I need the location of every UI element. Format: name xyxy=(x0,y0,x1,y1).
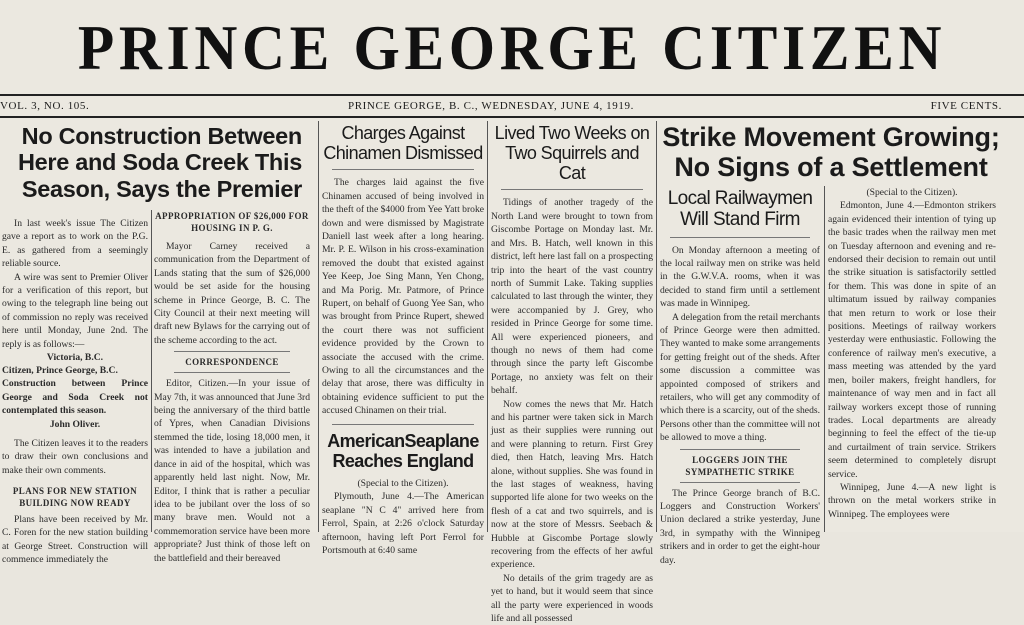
correspondence-head: CORRESPONDENCE xyxy=(185,357,279,368)
divider xyxy=(680,449,800,450)
station-subhead: PLANS FOR NEW STATION BUILDING NOW READY xyxy=(12,485,138,508)
paragraph: In last week's issue The Citizen gave a report as to work on the P.G. E. as gathered from a seemingly reliable source. xyxy=(2,218,148,270)
paragraph: The Citizen leaves it to the readers to draw their own conclusions and make their own comments. xyxy=(2,437,148,476)
telegram-recipient: Citizen, Prince George, B.C. xyxy=(2,365,118,377)
masthead-rule xyxy=(0,94,1024,96)
paragraph: Now comes the news that Mr. Hatch and his partner were taken sick in March just as their supplies were running out and were planning to return. First Grey died, then Hatch, leaving Mrs. Hatch alone, without supplies. She was found in the last stages of weakness, having supported life alone for two weeks on the flesh of a cat and two squirrels, and is now at the store of Messrs. Seebach & Hubble at Giscombe Portage slowly recovering from the effects of her awful experience. xyxy=(491,398,653,571)
paragraph: Edmonton, June 4.—Edmonton strikers again evidenced their intention of tying up the basic trades when the railway men met on Tuesday afternoon and evening and re-endorsed their decision to remain out until the strike situation is satisfactorily settled for them. This was done in spite of an ultimatum issued by railway companies that men return to work or lose their positions. Meetings of railway workers yesterday were enthusiastic. Following the conference of railway men's executive, a mass meeting was attended by the yard men, boiler makers, freight handlers, for maintenance of way men and in fact all railway workers except those of running trades. Local departments are already beginning to feel the effect of the tie-up and curtailment of train service. Strikers seem determined to completely disrupt service. xyxy=(828,200,996,480)
masthead-title: PRINCE GEORGE CITIZEN xyxy=(77,12,947,83)
chinamen-headline: Charges Against Chinamen Dismissed xyxy=(323,123,483,164)
divider xyxy=(332,169,474,170)
column-housing xyxy=(154,210,314,564)
divider xyxy=(174,351,290,352)
squirrels-headline: Lived Two Weeks on Two Squirrels and Cat xyxy=(494,123,650,184)
column-rule xyxy=(151,210,152,532)
volume-number: VOL. 3, NO. 105. xyxy=(0,100,90,112)
paragraph: A delegation from the retail merchants of Prince George were then admitted. They wanted to make some arrangements for getting freight out of the sheds. After some discussion a committee was appointed composed of strikers and retailers, who will get any commodity of which there is a scarcity, out of the sheds. Persons other than the committee will not be allowed to move a thing. xyxy=(660,311,820,444)
paragraph: No details of the grim tragedy are as yet to hand, but it would seem that since all the party were experienced in woods life and all possessed xyxy=(491,572,653,625)
column-rule xyxy=(487,121,488,532)
paragraph: Plymouth, June 4.—The American seaplane "N C 4" arrived here from Ferrol, Spain, at 2:26 o'clock Saturday afternoon, having left Port Ferrol for Portsmouth at 6:40 same xyxy=(322,491,484,556)
column-rule xyxy=(824,186,825,532)
column-edmonton xyxy=(828,186,996,532)
telegram-place: Victoria, B.C. xyxy=(46,352,104,364)
telegram-message: Construction between Prince George and Soda Creek not contemplated this season. xyxy=(2,378,148,417)
price: FIVE CENTS. xyxy=(930,100,1002,112)
divider xyxy=(680,482,800,483)
telegram-signer: John Oliver. xyxy=(49,418,101,430)
dateline xyxy=(0,100,1024,116)
paragraph: Plans have been received by Mr. C. Foren for the new station building at George Street. Construction will commence immediately the xyxy=(2,513,148,566)
special-note: (Special to the Citizen). xyxy=(866,187,958,198)
divider xyxy=(332,424,474,425)
paragraph: A wire was sent to Premier Oliver for a verification of this report, but owing to the telegraph line being out of commission no reply was received here until Monday, June 2nd. The reply is as follows:— xyxy=(2,271,148,350)
column-squirrels xyxy=(491,121,653,625)
chinamen-article xyxy=(322,176,484,417)
paragraph: Mayor Carney received a communication from the Department of Lands stating that the sum of $26,000 would be set aside for the housing scheme in Prince George, B. C. The City Council at their next meeting will draft new Bylaws for the carrying out of the scheme according to the act. xyxy=(154,241,310,346)
premier-article xyxy=(2,217,148,567)
strike-headline: Strike Movement Growing; No Signs of a Settlement xyxy=(662,122,1000,183)
paragraph: Editor, Citizen.—In your issue of May 7th, it was announced that June 3rd being the anniversary of the third battle of Ypres, when Canadian Divisions stemmed the tide, losing 18,000 men, it was intended to have a jubilation and dance in aid of the hospital, which was apparently held last night. Now, Mr. Editor, I think that is rather a peculiar idea to be jubilant over the loss of so many brave men. Would not a commemoration service have been more appropriate? Just think of those left on the battlefield and their bereaved xyxy=(154,378,310,564)
column-rule xyxy=(318,121,319,532)
divider xyxy=(501,189,643,190)
column-chinamen xyxy=(322,121,485,556)
squirrels-article xyxy=(491,196,653,625)
paragraph: On Monday afternoon a meeting of the local railway men on strike was held in the G.W.V.A. rooms, when it was decided to stand firm until a settlement was made in Winnipeg. xyxy=(660,244,820,310)
column-rule xyxy=(656,121,657,532)
railwaymen-article xyxy=(660,244,820,568)
paragraph: Tidings of another tragedy of the North Land were brought to town from Giscombe Portage on Monday last. Mr. and Mrs. B. Hatch, well known in this district, left here last fall on a prospecting trip into the heart of the vast country north of Summit Lake. Taking supplies calculated to last through the winter, they were accompanied by J. Grey, who resided in Prince George for some time. All were experienced pioneers, and though no news of them had come through since the party left Giscombe Portage, no anxiety was felt on their behalf. xyxy=(491,197,653,397)
housing-article xyxy=(154,210,310,565)
paragraph: The charges laid against the five Chinamen accused of being involved in the theft of the $4000 from Yee Yatt broke down and were dismissed by Magistrate Daniell last week after a long hearing. Mr. P. E. Wilson in his cross-examination removed the doubt that existed against Yee Keep, Joe Sing Mann, Yen Chong, and Ma Porig. Mr. Patmore, of Prince Rupert, on behalf of Guong Yee San, who was brought from Prince Rupert, shewed the court there was not sufficient evidence provided by the Crown to associate the accused with the crime. Owing to all the circumstances and the delay that arose, there was difficulty in obtaining evidence sufficient to put the accused Chinamen on their trial. xyxy=(322,177,485,417)
railwaymen-headline: Local Railwaymen Will Stand Firm xyxy=(667,188,813,231)
seaplane-headline: AmericanSeaplane Reaches England xyxy=(327,430,479,471)
paragraph: The Prince George branch of B.C. Loggers and Construction Workers' Union declared a strike yesterday, June 3rd, in sympathy with the Winnipeg strikers and in order to get the eight-hour day. xyxy=(660,487,820,566)
housing-subhead: APPROPRIATION OF $26,000 FOR HOUSING IN P. G. xyxy=(155,211,309,233)
column-railwaymen xyxy=(660,186,820,566)
divider xyxy=(670,237,810,238)
loggers-subhead: LOGGERS JOIN THE SYMPATHETIC STRIKE xyxy=(685,454,795,477)
paragraph: Winnipeg, June 4.—A new light is thrown on the metal workers strike in Winnipeg. The employees were xyxy=(828,481,996,520)
edmonton-article xyxy=(828,186,996,521)
seaplane-article xyxy=(322,477,484,557)
special-note: (Special to the Citizen). xyxy=(357,477,449,489)
premier-headline: No Construction Between Here and Soda Creek This Season, Says the Premier xyxy=(17,123,302,202)
divider xyxy=(174,372,290,373)
dateline-rule xyxy=(0,116,1024,118)
place-date: PRINCE GEORGE, B. C., WEDNESDAY, JUNE 4, 1919. xyxy=(348,100,634,112)
